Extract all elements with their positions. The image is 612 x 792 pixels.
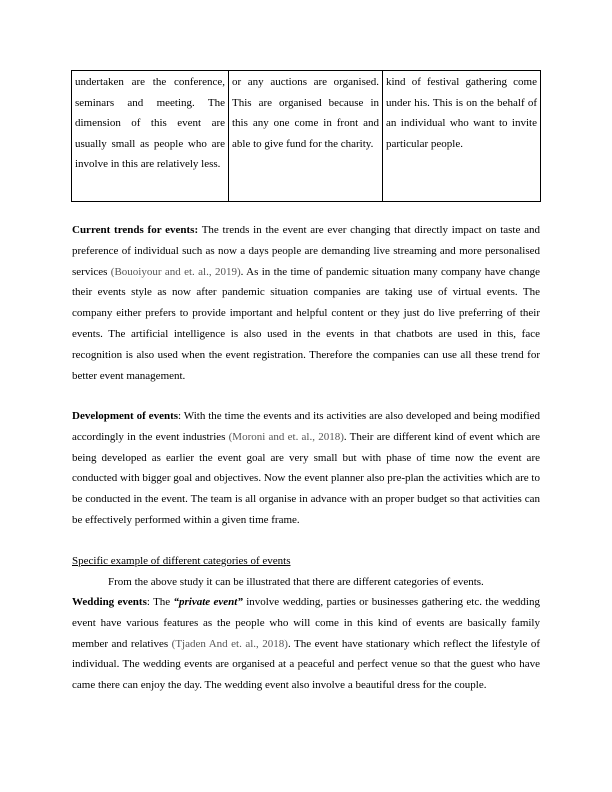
private-event-emphasis: “private event” <box>173 596 243 608</box>
development-heading: Development of events <box>72 410 179 422</box>
wedding-heading: Wedding events <box>72 596 147 608</box>
citation: (Bouoiyour and et. al., 2019) <box>110 265 241 278</box>
development-text-continued: . Their are different kind of event which are being developed as earlier the event goal are very small but with phase of time now the event are conducted with bigger goal and objectives. Now the event planner also pre-plan the activities which are to be conducted in the event. The team is all organise in advance with an proper budget so that activities can be effectively performed within a given time frame. <box>72 430 540 526</box>
wedding-text-continued: involve wedding, parties or businesses gathering etc. the wedding event have various features as the people who will come in this kind of events are basically family member and relatives <box>72 596 540 650</box>
paragraph-current-trends <box>72 220 540 386</box>
table-cell: or any auctions are organised. This are organised because in this any one come in front and able to give fund for the charity. <box>229 71 383 201</box>
wedding-text: : The <box>146 596 174 608</box>
paragraph-development <box>72 406 540 531</box>
current-trends-heading: Current trends for events: <box>72 224 199 236</box>
citation: (Tjaden And et. al., 2018) <box>171 637 288 650</box>
current-trends-text-continued: . As in the time of pandemic situation many company have change their events style as now after pandemic situation companies are taking use of virtual events. The company either prefers to provide important and helpful content or they just do live preferring of their events. The artificial intelligence is also used in the events in that chatbots are used in this, face recognition is also used when the event registration. Therefore the companies can use all these trend for better event management. <box>72 265 540 382</box>
table-cell: undertaken are the conference, seminars and meeting. The dimension of this event are usually small as people who are involve in this are relatively less. <box>72 71 229 201</box>
examples-heading <box>72 551 540 572</box>
wedding-text-end: . The event have stationary which reflect the lifestyle of individual. The wedding events are organised at a peaceful and perfect venue so that the guest who have came there can enjoy the day. The wedding event also involve a beautiful dress for the couple. <box>72 637 540 692</box>
continuation-table <box>71 70 541 202</box>
examples-intro: From the above study it can be illustrated that there are different categories of events. <box>108 576 484 588</box>
paragraph-wedding-events <box>72 592 540 696</box>
development-text: : With the time the events and its activities are also developed and being modified accordingly in the event industries <box>72 410 540 443</box>
current-trends-text: The trends in the event are ever changing that directly impact on taste and preference of individual such as now a days people are demanding live streaming and more personalised services <box>72 224 541 278</box>
citation: (Moroni and et. al., 2018) <box>228 430 344 443</box>
table-cell: kind of festival gathering come under his. This is on the behalf of an individual who want to invite particular people. <box>386 76 537 150</box>
examples-heading-text: Specific example of different categories of events <box>72 555 291 567</box>
